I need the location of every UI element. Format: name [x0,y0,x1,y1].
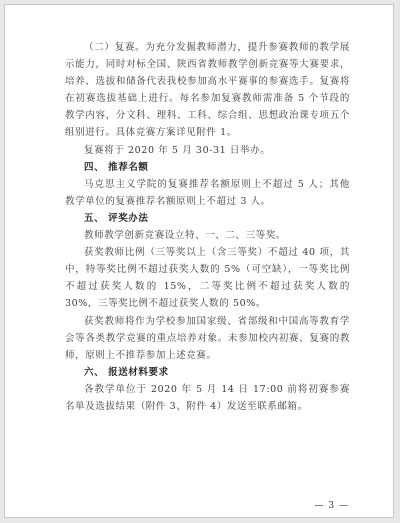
paragraph-award-ratio: 获奖教师比例（三等奖以上（含三等奖）不超过 40 项，其中，特等奖比例不超过获奖人数的 5%（可空缺），一等奖比例不超过获奖人数的 15%，二等奖比例不超过获奖人数的 30%，三等奖比例不超过获奖人数的 50%。 [65,247,350,310]
document-page [4,4,394,518]
heading-recommendation-quota: 四、 推荐名额 [84,161,149,173]
page-number: — 3 — [314,501,349,511]
paragraph-semifinal: （二）复赛。为充分发掘教师潜力，提升参赛教师的教学展示能力，同时对标全国、陕西省教师教学创新竞赛等大赛要求，培养、选拔和储备代表我校参加高水平赛事的参赛选手。复赛将在初赛选拔基础上进行。每名参加复赛教师需准备 5 个节段的教学内容，分文科、理科、工科、综合组、思想政治课专项五个组别进行。具体竞赛方案详见附件 1。 [65,42,350,139]
paragraph-submission: 各教学单位于 2020 年 5 月 14 日 17:00 前将初赛参赛名单及选拔结果（附件 3、附件 4）发送至联系邮箱。 [65,383,350,412]
paragraph-award-usage: 获奖教师将作为学校参加国家级、省部级和中国高等教育学会等各类教学竞赛的重点培养对象。未参加校内初赛、复赛的教师，原则上不推荐参加上述竞赛。 [65,315,350,361]
paragraph-quota: 马克思主义学院的复赛推荐名额原则上不超过 5 人；其他教学单位的复赛推荐名额原则上不超过 3 人。 [65,178,350,207]
heading-award-method: 五、 评奖办法 [84,212,149,224]
paragraph-semifinal-date: 复赛将于 2020 年 5 月 30-31 日举办。 [84,144,271,156]
heading-submission-requirements: 六、 报送材料要求 [84,366,169,378]
paragraph-award-levels: 教师教学创新竞赛设立特、一、二、三等奖。 [84,230,287,242]
page-body [65,39,350,415]
